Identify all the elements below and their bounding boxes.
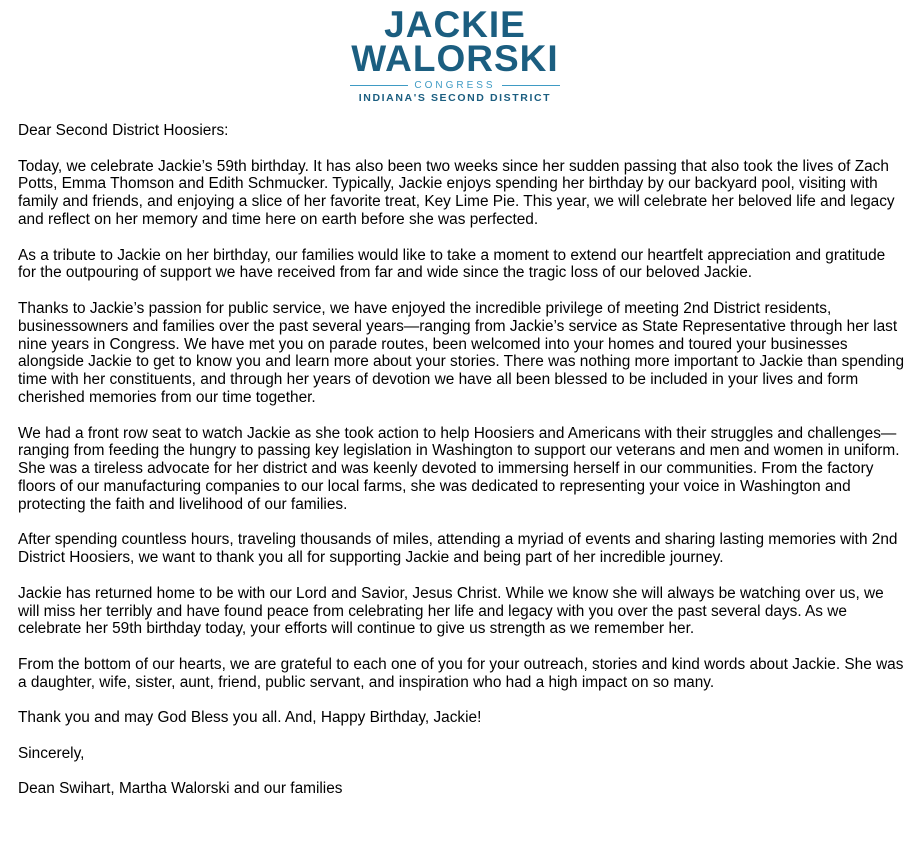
- letter-paragraph: Jackie has returned home to be with our Lord and Savior, Jesus Christ. While we know she will always be watching over us, we will miss her terribly and have found peace from celebrating her life and legacy with you over the past several days. As we celebrate her 59th birthday today, your efforts will continue to give us strength as we remember her.: [18, 584, 884, 638]
- logo-rule-right: [502, 85, 560, 86]
- letter-paragraph: Thanks to Jackie’s passion for public service, we have enjoyed the incredible privilege of meeting 2nd District residents, businessowners and families over the past several years—ranging from Jackie’s service as State Representative through her last nine years in Congress. We have met you on parade routes, been welcomed into your homes and toured your businesses alongside Jackie to get to know you and learn more about your stories. There was nothing more important to Jackie than spending time with her constituents, and through her years of devotion we have all been blessed to be included in your lives and form cherished memories from our time together.: [18, 299, 905, 406]
- campaign-logo: [0, 4, 910, 104]
- logo-office-line: [0, 80, 910, 91]
- letter-paragraph: After spending countless hours, traveling thousands of miles, attending a myriad of events and sharing lasting memories with 2nd District Hoosiers, we want to thank you all for supporting Jackie and being part of her incredible journey.: [18, 531, 898, 567]
- letter-paragraph: Today, we celebrate Jackie’s 59th birthday. It has also been two weeks since her sudden passing that also took the lives of Zach Potts, Emma Thomson and Edith Schmucker. Typically, Jackie enjoys spending her birthday by our backyard pool, visiting with family and friends, and enjoying a slice of her favorite treat, Key Lime Pie. This year, we will celebrate her beloved life and legacy and reflect on her memory and time here on earth before she was perfected.: [18, 157, 895, 228]
- letter-paragraph: As a tribute to Jackie on her birthday, our families would like to take a moment to extend our heartfelt appreciation and gratitude for the outpouring of support we have received from far and wide since the tragic loss of our beloved Jackie.: [18, 246, 886, 282]
- letter-signature: Dean Swihart, Martha Walorski and our families: [18, 780, 343, 798]
- letter-salutation: Dear Second District Hoosiers:: [18, 122, 229, 139]
- letter-body: [18, 122, 906, 816]
- letter-paragraph: From the bottom of our hearts, we are grateful to each one of you for your outreach, stories and kind words about Jackie. She was a daughter, wife, sister, aunt, friend, public servant, and inspiration who had a high impact on so many.: [18, 655, 904, 691]
- logo-rule-left: [350, 85, 408, 86]
- logo-first-name: JACKIE: [384, 4, 526, 45]
- letter-closing: Sincerely,: [18, 744, 85, 762]
- letter-paragraph: We had a front row seat to watch Jackie as she took action to help Hoosiers and Americans with their struggles and challenges—ranging from feeding the hungry to passing key legislation in Washington to support our veterans and men and women in uniform. She was a tireless advocate for her district and was keenly devoted to immersing herself in our communities. From the factory floors of our manufacturing companies to our local farms, she was dedicated to representing your voice in Washington and protecting the faith and livelihood of our families.: [18, 424, 900, 513]
- letter-paragraph: Thank you and may God Bless you all. And, Happy Birthday, Jackie!: [18, 709, 482, 727]
- logo-last-name: WALORSKI: [351, 38, 559, 79]
- logo-district: INDIANA'S SECOND DISTRICT: [358, 92, 552, 104]
- logo-office: CONGRESS: [414, 80, 496, 91]
